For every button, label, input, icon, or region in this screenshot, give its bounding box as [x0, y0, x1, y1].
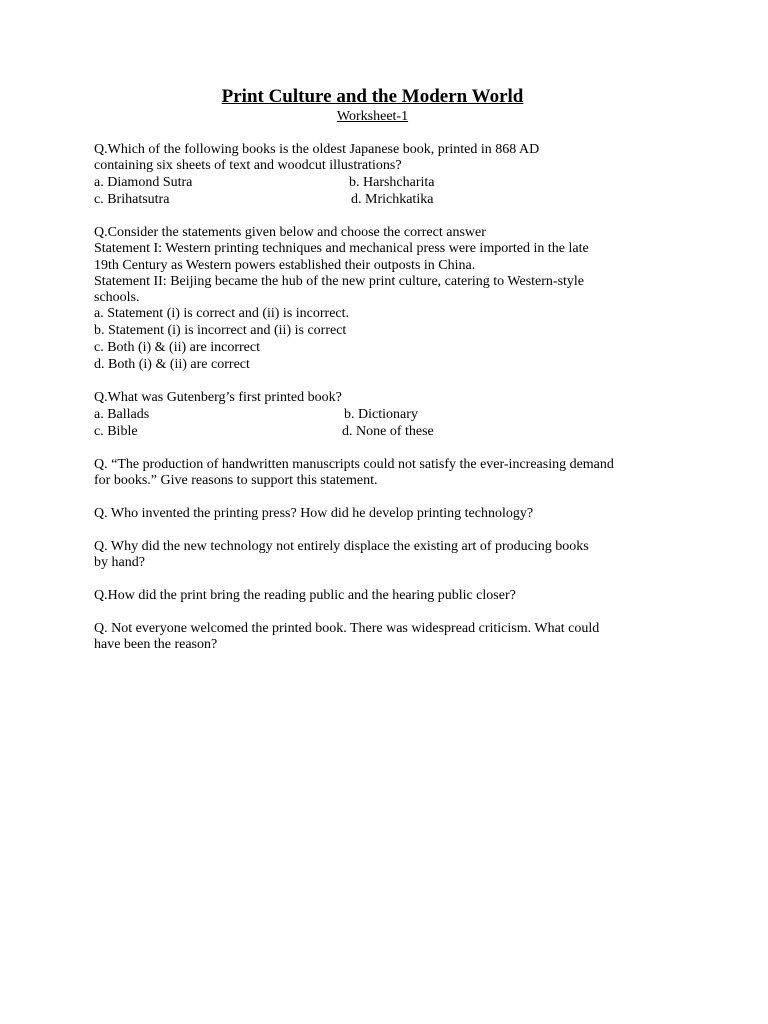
question-2-text-line-3: 19th Century as Western powers established their outposts in China.: [94, 258, 476, 273]
question-3-option-c: c. Bible: [94, 424, 138, 439]
question-3-text-line-1: Q.What was Gutenberg’s first printed book?: [94, 390, 342, 405]
question-1-option-c: c. Brihatsutra: [94, 192, 170, 207]
question-1-option-d: d. Mrichkatika: [351, 192, 434, 207]
question-3-option-a: a. Ballads: [94, 407, 150, 422]
question-1-text-line-1: Q.Which of the following books is the oldest Japanese book, printed in 868 AD: [94, 142, 540, 157]
question-6-text-line-2: by hand?: [94, 555, 145, 570]
question-1-option-b: b. Harshcharita: [349, 175, 435, 190]
question-6-text-line-1: Q. Why did the new technology not entirely displace the existing art of producing books: [94, 539, 589, 554]
question-1-option-a: a. Diamond Sutra: [94, 175, 193, 190]
question-1-text-line-2: containing six sheets of text and woodcut illustrations?: [94, 158, 402, 173]
question-7-text-line-1: Q.How did the print bring the reading public and the hearing public closer?: [94, 588, 516, 603]
question-2-text-line-1: Q.Consider the statements given below and choose the correct answer: [94, 225, 486, 240]
question-2-option-b: b. Statement (i) is incorrect and (ii) is correct: [94, 323, 347, 338]
question-2-text-line-5: schools.: [94, 290, 140, 305]
question-2-text-line-2: Statement I: Western printing techniques and mechanical press were imported in the late: [94, 241, 589, 256]
question-2-text-line-4: Statement II: Beijing became the hub of the new print culture, catering to Western-style: [94, 274, 585, 289]
page-subtitle: Worksheet-1: [336, 109, 409, 124]
question-4-text-line-2: for books.” Give reasons to support this statement.: [94, 473, 378, 488]
question-5-text-line-1: Q. Who invented the printing press? How did he develop printing technology?: [94, 506, 534, 521]
question-8-text-line-1: Q. Not everyone welcomed the printed book. There was widespread criticism. What could: [94, 621, 600, 636]
question-4-text-line-1: Q. “The production of handwritten manuscripts could not satisfy the ever-increasing demand: [94, 457, 614, 472]
question-2-option-c: c. Both (i) & (ii) are incorrect: [94, 340, 260, 355]
question-8-text-line-2: have been the reason?: [94, 637, 218, 652]
question-2-option-d: d. Both (i) & (ii) are correct: [94, 357, 250, 372]
page-title: Print Culture and the Modern World: [221, 86, 524, 107]
question-3-option-d: d. None of these: [342, 424, 434, 439]
question-3-option-b: b. Dictionary: [344, 407, 418, 422]
question-2-option-a: a. Statement (i) is correct and (ii) is incorrect.: [94, 306, 350, 321]
